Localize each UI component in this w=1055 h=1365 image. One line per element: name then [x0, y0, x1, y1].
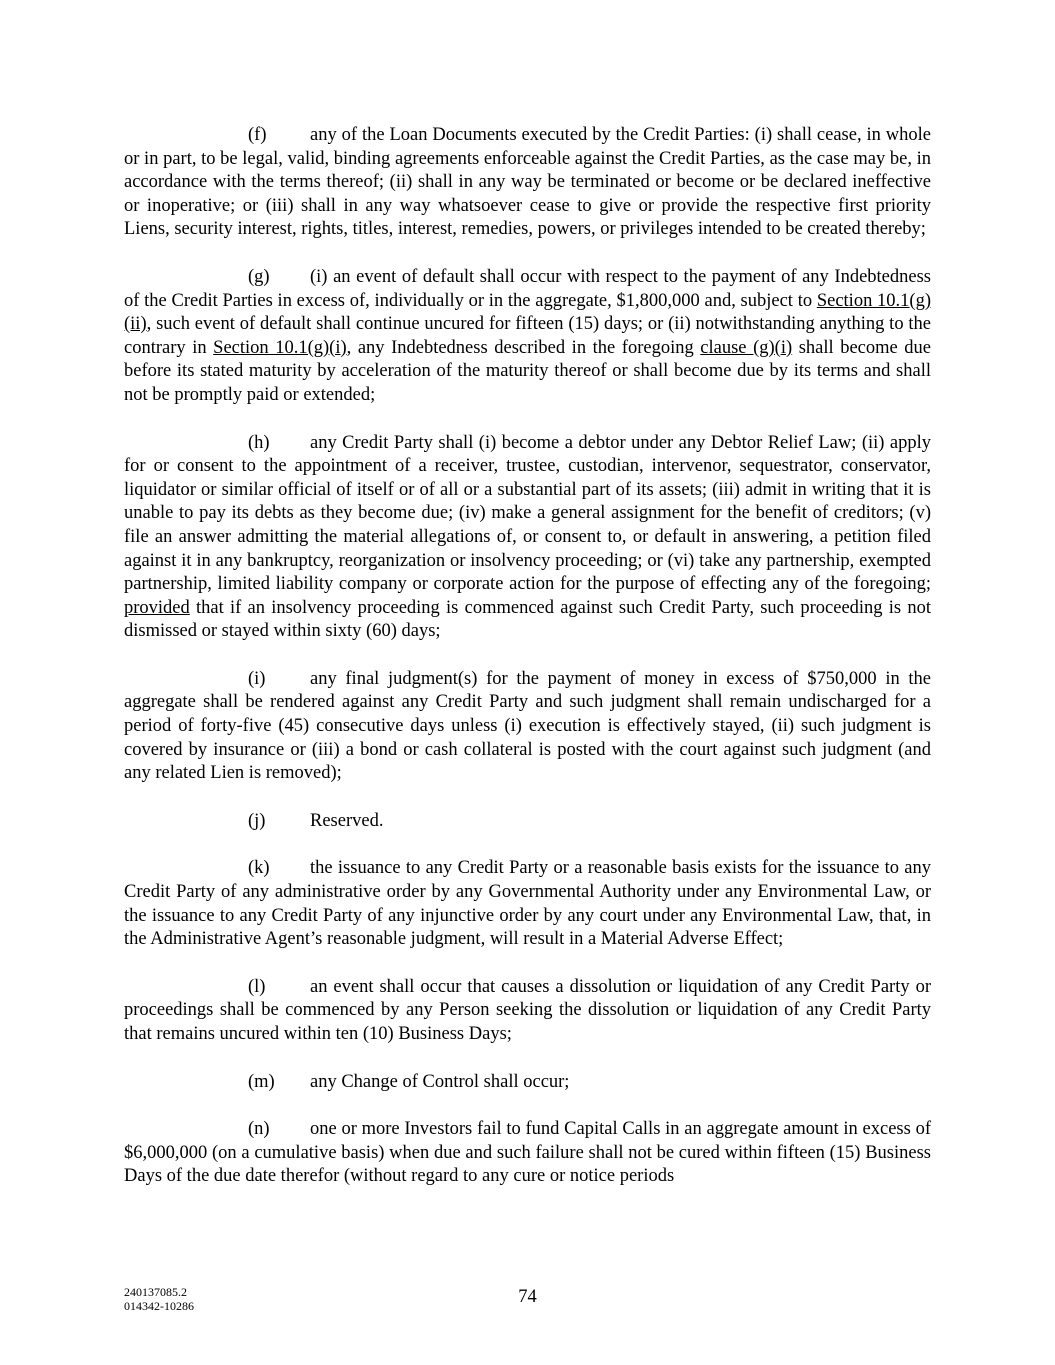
paragraph-m — [124, 1071, 931, 1095]
document-id-line: 240137085.2 — [124, 1285, 187, 1299]
paragraph-text: shall become due before its stated maturity by acceleration of the maturity thereof or shall become due by its terms and shall not be promptly paid or extended; — [124, 337, 931, 405]
paragraph-text: (i) an event of default shall occur with respect to the payment of any Indebtedness of the Credit Parties in excess of, individually or in the aggregate, $1,800,000 and, subject to — [124, 266, 931, 311]
paragraph-text: any Change of Control shall occur; — [310, 1071, 570, 1092]
paragraph-i — [124, 668, 931, 786]
clause-label: (i) — [248, 668, 266, 689]
paragraph-l — [124, 976, 931, 1047]
section-reference: Section 10.1(g)(ii) — [124, 290, 932, 335]
paragraph-text: that if an insolvency proceeding is commenced against such Credit Party, such proceeding is not dismissed or stayed within sixty (60) days; — [124, 597, 931, 642]
clause-label: (j) — [248, 810, 266, 831]
clause-label: (n) — [248, 1119, 270, 1140]
clause-label: (h) — [248, 432, 270, 453]
clause-reference: clause (g)(i) — [700, 337, 793, 358]
page-number: 74 — [518, 1287, 537, 1307]
paragraph-text: , any Indebtedness described in the foregoing — [346, 337, 701, 358]
paragraph-f — [124, 124, 931, 242]
document-body — [124, 124, 931, 1213]
paragraph-g — [124, 266, 931, 408]
paragraph-text: Reserved. — [310, 810, 384, 831]
paragraph-text: , such event of default shall continue uncured for fifteen (15) days; or (ii) notwithstanding anything to the contrary in — [124, 314, 931, 358]
paragraph-text: any final judgment(s) for the payment of money in excess of $750,000 in the aggregate shall be rendered against any Credit Party and such judgment shall remain undischarged for a period of forty-five (45) consecutive days unless (i) execution is effectively stayed, (ii) such judgment is covered by insurance or (iii) a bond or cash collateral is posted with the court against such judgment (and any related Lien is removed); — [124, 668, 931, 784]
paragraph-n — [124, 1118, 931, 1189]
document-id-line: 014342-10286 — [124, 1299, 194, 1313]
provided-term: provided — [124, 597, 190, 618]
paragraph-text: any Credit Party shall (i) become a debtor under any Debtor Relief Law; (ii) apply for or consent to the appointment of a receiver, trustee, custodian, intervenor, sequestrator, conservator, liquidator or similar official of itself or of all or a substantial part of its assets; (iii) admit in writing that it is unable to pay its debts as they become due; (iv) make a general assignment for the benefit of creditors; (v) file an answer admitting the material allegations of, or consent to, or default in answering, a petition filed against it in any bankruptcy, reorganization or insolvency proceeding; or (vi) take any partnership, exempted partnership, limited liability company or corporate action for the purpose of effecting any of the foregoing; — [124, 432, 931, 595]
paragraph-text: any of the Loan Documents executed by the Credit Parties: (i) shall cease, in whole or in part, to be legal, valid, binding agreements enforceable against the Credit Parties, as the case may be, in accordance with the terms thereof; (ii) shall in any way be terminated or become or be declared ineffective or inoperative; or (iii) shall in any way whatsoever cease to give or provide the respective first priority Liens, security interest, rights, titles, interest, remedies, powers, or privileges intended to be created thereby; — [124, 125, 931, 240]
paragraph-text: an event shall occur that causes a dissolution or liquidation of any Credit Party or proceedings shall be commenced by any Person seeking the dissolution or liquidation of any Credit Party that remains uncured within ten (10) Business Days; — [124, 976, 931, 1044]
paragraph-h — [124, 432, 931, 644]
section-reference: Section 10.1(g)(i) — [213, 337, 347, 358]
clause-label: (g) — [248, 266, 270, 287]
clause-label: (k) — [248, 858, 270, 879]
clause-label: (l) — [248, 976, 266, 997]
paragraph-j — [124, 810, 931, 834]
paragraph-text: one or more Investors fail to fund Capital Calls in an aggregate amount in excess of $6,000,000 (on a cumulative basis) when due and such failure shall not be cured within fifteen (15) Business Days of the due date therefor (without regard to any cure or notice periods — [124, 1119, 931, 1187]
paragraph-k — [124, 857, 931, 951]
clause-label: (m) — [248, 1071, 275, 1092]
paragraph-text: the issuance to any Credit Party or a reasonable basis exists for the issuance to any Credit Party of any administrative order by any Governmental Authority under any Environmental Law, or the issuance to any Credit Party of any injunctive order by any court under any Environmental Law, that, in the Administrative Agent’s reasonable judgment, will result in a Material Adverse Effect; — [124, 858, 931, 950]
clause-label: (f) — [248, 125, 267, 145]
